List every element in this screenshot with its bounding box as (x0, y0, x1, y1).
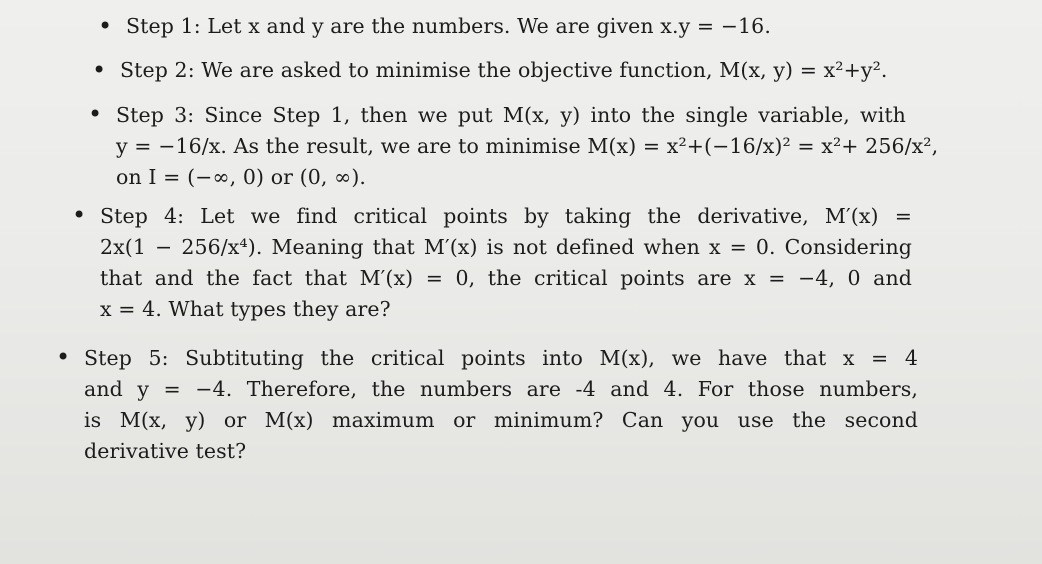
step-1-item (98, 12, 896, 40)
bullet-icon: • (56, 343, 71, 371)
bullet-icon: • (72, 201, 87, 229)
step-3-line-1: Step 3: Since Step 1, then we put M(x, y) into the single variable, with (116, 103, 906, 127)
step-4-line-3: that and the fact that M′(x) = 0, the critical points are x = −4, 0 and (100, 266, 912, 290)
bullet-icon: • (98, 12, 113, 40)
step-5-item (56, 343, 918, 467)
step-4-line-2: 2x(1 − 256/x⁴). Meaning that M′(x) is not defined when x = 0. Considering (100, 235, 912, 259)
step-3-item (88, 100, 939, 193)
bullet-icon: • (88, 100, 103, 128)
step-3-line-3: on I = (−∞, 0) or (0, ∞). (116, 165, 367, 189)
step-5-line-4: derivative test? (84, 439, 247, 463)
step-1-line-1: Step 1: Let x and y are the numbers. We are given x.y = −16. (126, 14, 771, 38)
step-5-line-1: Step 5: Subtituting the critical points into M(x), we have that x = 4 (84, 346, 918, 370)
bullet-icon: • (92, 56, 107, 84)
step-2-item (92, 56, 910, 84)
step-5-line-2: and y = −4. Therefore, the numbers are -4 and 4. For those numbers, (84, 377, 918, 401)
step-4-line-1: Step 4: Let we find critical points by taking the derivative, M′(x) = (100, 204, 912, 228)
step-2-line-1: Step 2: We are asked to minimise the objective function, M(x, y) = x²+y². (120, 58, 888, 82)
step-4-line-4: x = 4. What types they are? (100, 297, 391, 321)
step-3-line-2: y = −16/x. As the result, we are to minimise M(x) = x²+(−16/x)² = x²+ 256/x², (116, 134, 939, 158)
step-4-item (72, 201, 912, 325)
step-5-line-3: is M(x, y) or M(x) maximum or minimum? Can you use the second (84, 408, 918, 432)
